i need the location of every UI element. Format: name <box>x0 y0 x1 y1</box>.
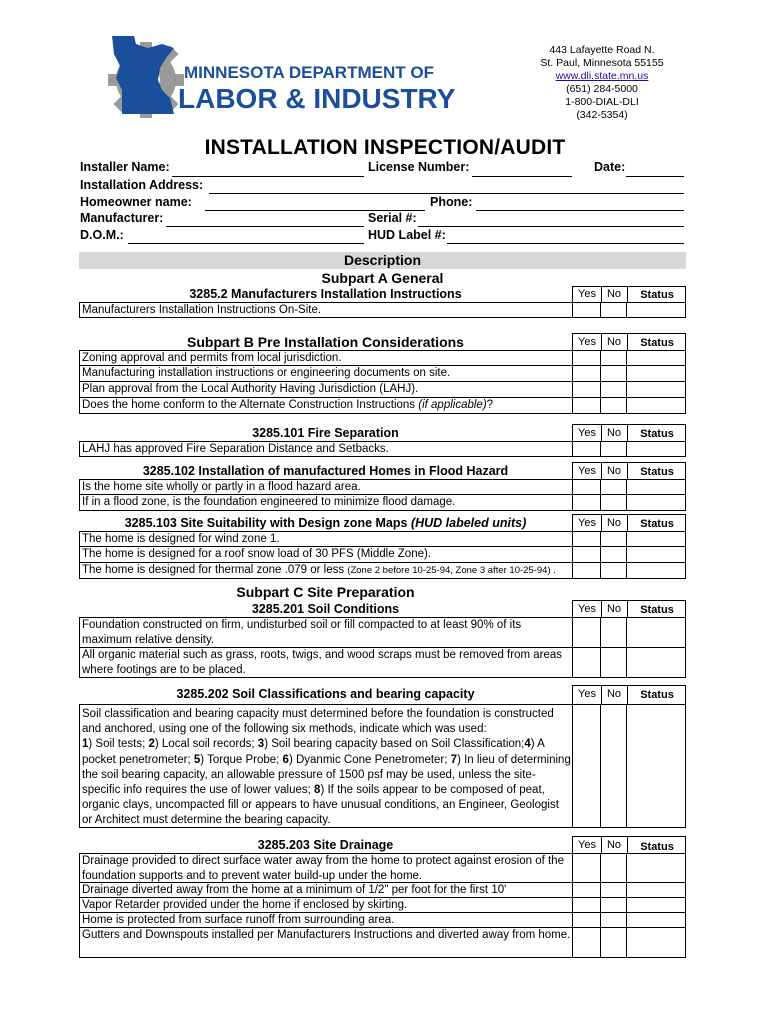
row-text: Vapor Retarder provided under the home if enclosed by skirting. <box>82 899 408 911</box>
row-text: All organic material such as grass, roots, twigs, and wood scraps must be removed from areas where footings are to be placed. <box>82 649 563 676</box>
dom-field[interactable] <box>128 243 364 244</box>
table-row <box>79 398 686 414</box>
if-applicable-note: (if applicable) <box>418 399 487 411</box>
yes-header: Yes <box>578 288 596 300</box>
license-number-label: License Number: <box>368 160 470 174</box>
no-header: No <box>606 427 622 439</box>
yes-header: Yes <box>578 336 596 348</box>
website-link[interactable]: www.dli.state.mn.us <box>555 70 649 82</box>
installer-name-field[interactable] <box>172 176 364 177</box>
table-row <box>79 495 686 511</box>
column-headers <box>572 286 686 303</box>
table-row <box>79 382 686 398</box>
no-header: No <box>606 517 622 529</box>
form-title: INSTALLATION INSPECTION/AUDIT <box>204 136 566 159</box>
row-text: Manufacturers Installation Instructions On-Site. <box>82 304 322 316</box>
no-header: No <box>606 336 622 348</box>
row-text: Does the home conform to the Alternate Construction Instructions (if applicable)? <box>82 399 494 411</box>
section-3285-203-heading: 3285.203 Site Drainage <box>257 838 394 852</box>
agency-address <box>522 44 682 122</box>
table-row <box>79 531 686 547</box>
address-line-2: St. Paul, Minnesota 55155 <box>540 57 664 69</box>
manufacturer-label: Manufacturer: <box>80 211 164 225</box>
table-row <box>79 928 686 958</box>
phone-number: (651) 284-5000 <box>566 83 638 95</box>
status-header: Status <box>640 337 674 349</box>
installation-address-field[interactable] <box>209 193 684 194</box>
date-label: Date: <box>594 160 626 174</box>
row-text: The home is designed for wind zone 1. <box>82 533 280 545</box>
row-text: If in a flood zone, is the foundation engineered to minimize flood damage. <box>82 496 456 508</box>
status-header: Status <box>640 289 674 301</box>
row-text: LAHJ has approved Fire Separation Distance and Setbacks. <box>82 443 389 455</box>
column-headers <box>572 514 686 532</box>
zone-note: (Zone 2 before 10-25-94, Zone 3 after 10-25-94) . <box>347 565 556 576</box>
table-row <box>79 563 686 579</box>
table-row <box>79 898 686 913</box>
agency-line1: MINNESOTA DEPARTMENT OF <box>184 63 434 82</box>
column-headers <box>572 600 686 618</box>
section-3285-202-heading: 3285.202 Soil Classifications and bearing capacity <box>176 687 475 701</box>
license-number-field[interactable] <box>472 176 572 177</box>
yes-header: Yes <box>578 517 596 529</box>
status-header: Status <box>640 466 674 478</box>
manufacturer-field[interactable] <box>166 226 364 227</box>
phone-number-3: (342-5354) <box>576 109 628 121</box>
hud-label-field[interactable] <box>447 243 684 244</box>
subpart-b-heading: Subpart B Pre Installation Considerations <box>187 334 464 350</box>
subpart-c-heading: Subpart C Site Preparation <box>236 584 415 600</box>
section-3285-201-heading: 3285.201 Soil Conditions <box>251 602 400 616</box>
table-row <box>79 479 686 495</box>
column-headers <box>572 462 686 480</box>
table-row <box>79 302 686 318</box>
column-headers <box>572 836 686 854</box>
row-text: Soil classification and bearing capacity must determined before the foundation is constructed and anchored, using one of the following six methods, indicate which was used: 1) Soil tests; 2) Local soil records; 3) Soil bearing capacity based on Soil Classification;4) A pocket penetrometer; 5) Torque Probe; 6) Dyanmic Cone Penetrometer; 7) In lieu of determining the soil bearing capacity, an allowable pressure of 1500 psf may be used, unless the site-specific info requires the use of lower values; 8) If the soils appear to be composed of peat, organic clays, uncompacted fill or appears to have unusual conditions, an Engineer, Geologist or Architect must determine the bearing capacity. <box>82 708 571 827</box>
installation-address-label: Installation Address: <box>80 178 204 192</box>
table-row <box>79 366 686 382</box>
agency-logo <box>104 34 524 126</box>
section-3285-2-heading: 3285.2 Manufacturers Installation Instructions <box>189 287 462 301</box>
row-text: The home is designed for a roof snow load of 30 PFS (Middle Zone). <box>82 548 432 560</box>
row-text: Home is protected from surface runoff from surrounding area. <box>82 914 395 926</box>
table-row <box>79 913 686 928</box>
homeowner-name-label: Homeowner name: <box>80 195 192 209</box>
yes-header: Yes <box>578 603 596 615</box>
column-headers <box>572 685 686 705</box>
yes-header: Yes <box>578 839 596 851</box>
phone-number-2: 1-800-DIAL-DLI <box>565 96 639 108</box>
table-row <box>79 883 686 898</box>
row-text: Plan approval from the Local Authority Having Jurisdiction (LAHJ). <box>82 383 419 395</box>
yes-header: Yes <box>578 465 596 477</box>
serial-field[interactable] <box>418 226 684 227</box>
row-text: Is the home site wholly or partly in a flood hazard area. <box>82 481 361 493</box>
yes-header: Yes <box>578 688 596 700</box>
no-header: No <box>606 688 622 700</box>
no-header: No <box>606 288 622 300</box>
phone-field[interactable] <box>476 210 684 211</box>
table-row <box>79 441 686 457</box>
section-3285-103-heading: 3285.103 Site Suitability with Design zone Maps (HUD labeled units) <box>124 516 527 530</box>
section-3285-102-heading: 3285.102 Installation of manufactured Homes in Flood Hazard <box>142 464 509 478</box>
subpart-a-heading: Subpart A General <box>321 270 444 286</box>
row-text: The home is designed for thermal zone .079 or less (Zone 2 before 10-25-94, Zone 3 after 10-25-94) . <box>82 564 556 576</box>
status-header: Status <box>640 604 674 616</box>
yes-header: Yes <box>578 427 596 439</box>
agency-line2: LABOR & INDUSTRY <box>178 83 456 114</box>
table-row <box>79 648 686 678</box>
installer-name-label: Installer Name: <box>80 160 170 174</box>
status-header: Status <box>640 518 674 530</box>
dom-label: D.O.M.: <box>80 228 124 242</box>
no-header: No <box>606 839 622 851</box>
row-text: Manufacturing installation instructions or engineering documents on site. <box>82 367 451 379</box>
table-row <box>79 350 686 366</box>
description-heading: Description <box>343 252 421 268</box>
section-3285-101-heading: 3285.101 Fire Separation <box>252 426 399 440</box>
no-header: No <box>606 603 622 615</box>
status-header: Status <box>640 428 674 440</box>
row-text: Zoning approval and permits from local jurisdiction. <box>82 352 342 364</box>
hud-label-label: HUD Label #: <box>368 228 446 242</box>
row-text: Drainage diverted away from the home at a minimum of 1/2" per foot for the first 10' <box>82 884 507 896</box>
row-text: Foundation constructed on firm, undisturbed soil or fill compacted to at least 90% of its maximum relative density. <box>82 619 522 646</box>
row-text: Gutters and Downspouts installed per Manufacturers Instructions and diverted away from home. <box>82 929 571 941</box>
column-headers <box>572 424 686 442</box>
table-row <box>79 704 686 828</box>
table-row <box>79 617 686 648</box>
date-field[interactable] <box>626 176 684 177</box>
table-row <box>79 547 686 563</box>
status-header: Status <box>640 689 674 701</box>
minnesota-map-gear-icon <box>104 34 524 126</box>
column-headers <box>572 333 686 351</box>
phone-label: Phone: <box>430 195 473 209</box>
status-header: Status <box>640 841 674 853</box>
serial-label: Serial #: <box>368 211 417 225</box>
address-line-1: 443 Lafayette Road N. <box>549 44 655 56</box>
hud-labeled-units-note: (HUD labeled units) <box>410 516 527 530</box>
no-header: No <box>606 465 622 477</box>
row-text: Drainage provided to direct surface water away from the home to protect against erosion of the foundation supports and to prevent water build-up under the home. <box>82 855 564 882</box>
table-row <box>79 853 686 883</box>
